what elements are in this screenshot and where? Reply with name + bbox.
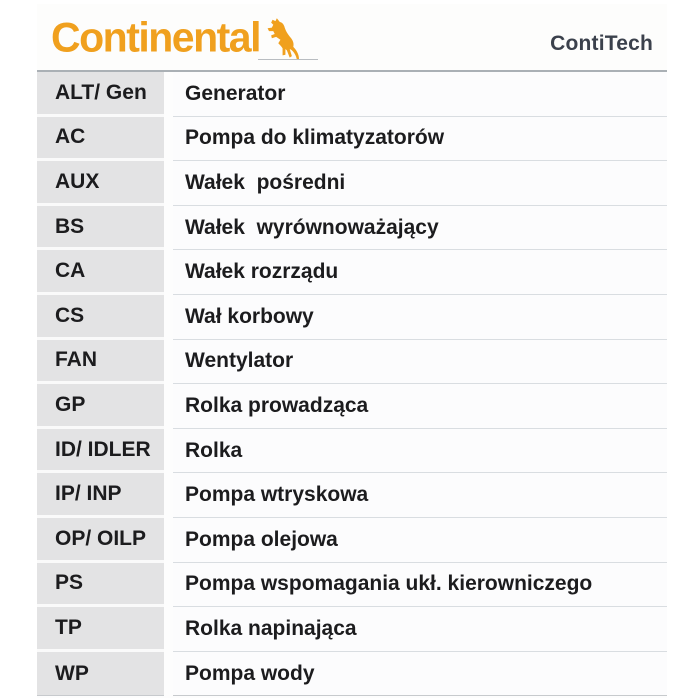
table-row xyxy=(37,206,667,251)
table-row xyxy=(37,161,667,206)
abbreviation-table xyxy=(37,72,667,696)
table-row xyxy=(37,384,667,429)
code-cell: FAN xyxy=(37,340,164,385)
code-cell: CA xyxy=(37,250,164,295)
code-cell: TP xyxy=(37,607,164,652)
code-cell: ID/ IDLER xyxy=(37,429,164,474)
description-cell: Rolka xyxy=(173,429,667,474)
table-row xyxy=(37,340,667,385)
description-cell: Wentylator xyxy=(173,340,667,385)
code-cell: PS xyxy=(37,563,164,608)
logo-ground-line xyxy=(258,59,318,60)
table-row xyxy=(37,250,667,295)
table-row xyxy=(37,117,667,162)
table-row xyxy=(37,518,667,563)
table-row xyxy=(37,295,667,340)
description-cell: Wałek wyrównoważający xyxy=(173,206,667,251)
description-cell: Wałek rozrządu xyxy=(173,250,667,295)
code-cell: BS xyxy=(37,206,164,251)
code-cell: OP/ OILP xyxy=(37,518,164,563)
table-row xyxy=(37,607,667,652)
table-row xyxy=(37,429,667,474)
description-cell: Generator xyxy=(173,72,667,117)
description-cell: Wał korbowy xyxy=(173,295,667,340)
code-cell: WP xyxy=(37,652,164,697)
header xyxy=(37,4,667,72)
description-cell: Pompa olejowa xyxy=(173,518,667,563)
content-panel xyxy=(37,4,667,698)
horse-icon xyxy=(264,16,304,62)
code-cell: CS xyxy=(37,295,164,340)
description-cell: Rolka napinająca xyxy=(173,607,667,652)
code-cell: GP xyxy=(37,384,164,429)
table-row xyxy=(37,72,667,117)
table-row xyxy=(37,473,667,518)
table-row xyxy=(37,652,667,697)
description-cell: Pompa wtryskowa xyxy=(173,473,667,518)
code-cell: AC xyxy=(37,117,164,162)
description-cell: Rolka prowadząca xyxy=(173,384,667,429)
table-row xyxy=(37,563,667,608)
brand-logo xyxy=(51,13,304,61)
code-cell: IP/ INP xyxy=(37,473,164,518)
brand-wordmark: Continental xyxy=(51,13,260,61)
code-cell: ALT/ Gen xyxy=(37,72,164,117)
description-cell: Pompa wody xyxy=(173,652,667,697)
description-cell: Wałek pośredni xyxy=(173,161,667,206)
description-cell: Pompa wspomagania ukł. kierowniczego xyxy=(173,563,667,608)
description-cell: Pompa do klimatyzatorów xyxy=(173,117,667,162)
sub-brand-label: ContiTech xyxy=(550,32,653,55)
code-cell: AUX xyxy=(37,161,164,206)
